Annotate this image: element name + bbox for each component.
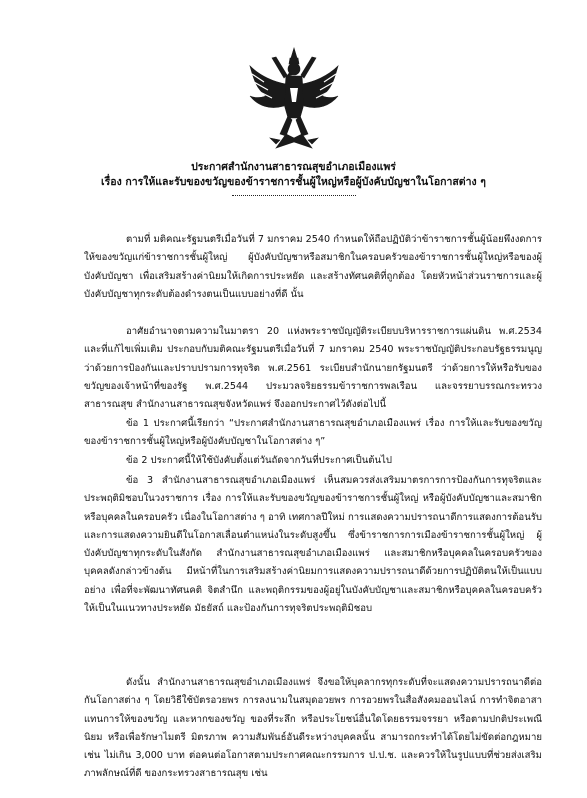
announcement-title: ประกาศสำนักงานสาธารณสุขอำเภอเมืองแพร่ [191,161,396,173]
paragraph-authority: อาศัยอำนาจตามความในมาตรา 20 แห่งพระราชบัญญัติระเบียบบริหารราชการแผ่นดิน พ.ศ.2534 และที่แก้ไขเพิ่มเติม ประกอบกับมติคณะรัฐมนตรีเมื่อวันที่ 7 มกราคม 2540 พระราชบัญญัติประกอบรัฐธรรมนูญว่าด้วยการป้องกันและปราบปรามการทุจริต พ.ศ.2561 ระเบียบสำนักนายกรัฐมนตรี ว่าด้วยการให้หรือรับของขวัญของเจ้าหน้าที่ของรัฐ พ.ศ.2544 ประมวลจริยธรรมข้าราชการพลเรือน และจรรยาบรรณกระทรวงสาธารณสุข สำนักงานสาธารณสุขจังหวัดแพร่ จึงออกประกาศไว้ดังต่อไปนี้ [84,326,542,411]
paragraph-clause-1: ข้อ 1 ประกาศนี้เรียกว่า “ประกาศสำนักงานสาธารณสุขอำเภอเมืองแพร่ เรื่อง การให้และรับของขวัญของข้าราชการชั้นผู้ใหญ่หรือผู้บังคับบัญชาในโอกาสต่าง ๆ” [84,418,542,448]
paragraph-clause-3: ข้อ 3 สำนักงานสาธารณสุขอำเภอเมืองแพร่ เห็นสมควรส่งเสริมมาตรการการป้องกันการทุจริตและประพฤติมิชอบในวงราชการ เรื่อง การให้และรับของขวัญของข้าราชการชั้นผู้ใหญ่ หรือผู้บังคับบัญชาและสมาชิกหรือบุคคลในครอบครัว เนื่องในโอกาสต่าง ๆ อาทิ เทศกาลปีใหม่ การแสดงความปรารถนาดีการแสดงการต้อนรับ และการแสดงความยินดีในโอกาสเลื่อนตำแหน่งในระดับสูงขึ้น ซึ่งข้าราชการการเมืองข้าราชการชั้นผู้ใหญ่ ผู้บังคับบัญชาทุกระดับในสังกัด สำนักงานสาธารณสุขอำเภอเมืองแพร่ และสมาชิกหรือบุคคลในครอบครัวของบุคคลดังกล่าวข้างต้น มีหน้าที่ในการเสริมสร้างค่านิยมการแสดงความปรารถนาดีด้วยการปฏิบัติตนให้เป็นแบบอย่าง เพื่อที่จะพัฒนาทัศนคติ จิตสำนึก และพฤติกรรมของผู้อยู่ในบังคับบัญชาและสมาชิกหรือบุคคลในครอบครัวให้เป็นในแนวทางประหยัด มัธยัสถ์ และป้องกันการทุจริตประพฤติมิชอบ [84,475,542,615]
announcement-subject: เรื่อง การให้และรับของขวัญของข้าราชการชั้นผู้ใหญ่หรือผู้บังคับบัญชาในโอกาสต่าง ๆ [101,176,486,188]
garuda-emblem-icon [246,44,342,154]
dotted-divider [232,194,356,196]
paragraph-conclusion: ดังนั้น สำนักงานสาธารณสุขอำเภอเมืองแพร่ จึงขอให้บุคลากรทุกระดับที่จะแสดงความปรารถนาดีต่อกันโอกาสต่าง ๆ โดยวิธีใช้บัตรอวยพร การลงนามในสมุดอวยพร การอวยพรในสื่อสังคมออนไลน์ การทำจิตอาสาแทนการให้ของขวัญ และหากของขวัญ ของที่ระลึก หรือประโยชน์อื่นใดโดยธรรมจรรยา หรือตามปกติประเพณีนิยม หรือเพื่อรักษาไมตรี มิตรภาพ ความสัมพันธ์อันดีระหว่างบุคคลนั้น สามารถกระทำได้โดยไม่ขัดต่อกฎหมาย เช่น ไม่เกิน 3,000 บาท ต่อคนต่อโอกาสตามประกาศคณะกรรมการ ป.ป.ช. และควรให้ในรูปแบบที่ช่วยส่งเสริมภาพลักษณ์ที่ดี ของกระทรวงสาธารณสุข เช่น [84,677,542,780]
paragraph-clause-2: ข้อ 2 ประกาศนี้ให้ใช้บังคับตั้งแต่วันถัดจากวันที่ประกาศเป็นต้นไป [126,455,392,466]
paragraph-preamble: ตามที่ มติคณะรัฐมนตรีเมื่อวันที่ 7 มกราคม 2540 กำหนดให้ถือปฏิบัติว่าข้าราชการชั้นผู้น้อยพึงงดการให้ของขวัญแก่ข้าราชการชั้นผู้ใหญ่ ผู้บังคับบัญชาหรือสมาชิกในครอบครัวของข้าราชการชั้นผู้ใหญ่หรือของผู้บังคับบัญชา เพื่อเสริมสร้างค่านิยมให้เกิดการประหยัด และสร้างทัศนคติที่ถูกต้อง โดยหัวหน้าส่วนราชการและผู้บังคับบัญชาทุกระดับต้องดำรงตนเป็นแบบอย่างที่ดี นั้น [84,234,542,300]
